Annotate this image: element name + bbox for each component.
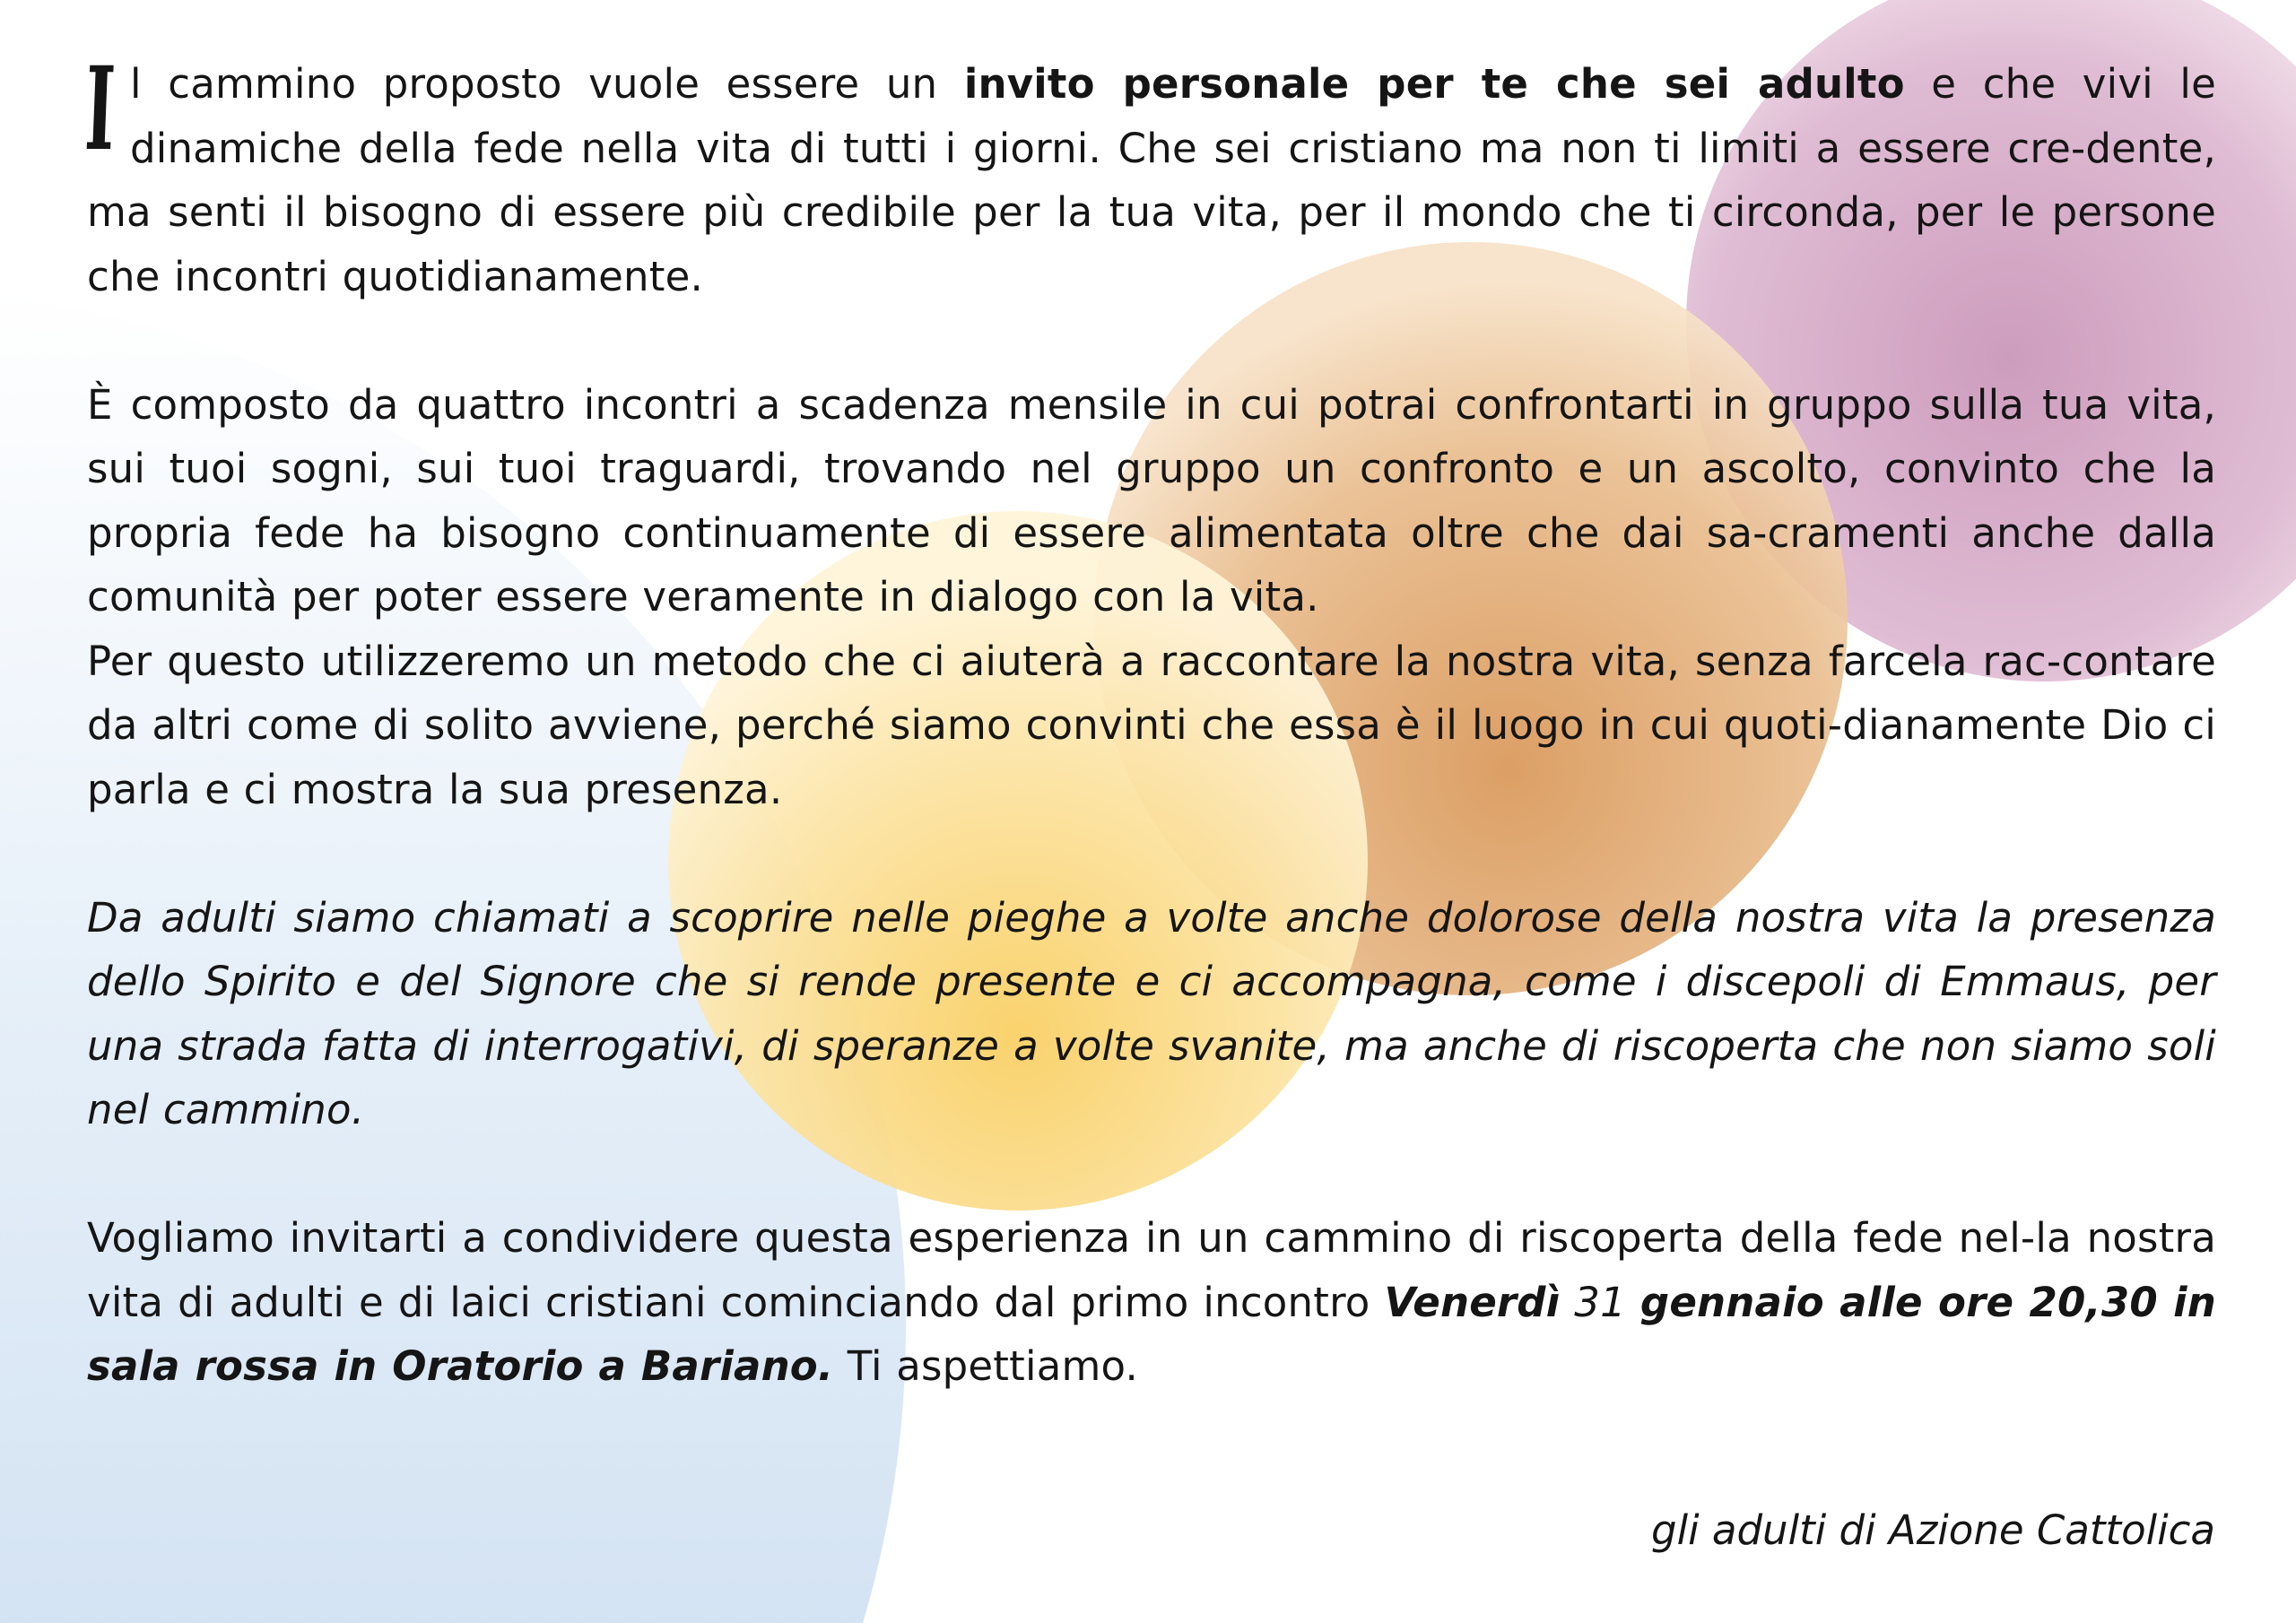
signature: gli adulti di Azione Cattolica: [1651, 1506, 2215, 1554]
paragraph-emmaus: Da adulti siamo chiamati a scoprire nelle pieghe a volte anche dolorose della nostra vita la presenza dello Spirito e del Signore che si rende presente e ci accompagna, come i discepoli di Emmaus, per una strada fatta di interrogativi, di speranze a volte svanite, ma anche di riscoperta che non siamo soli nel cammino.: [87, 893, 2216, 1133]
event-day: Venerdì: [1384, 1278, 1561, 1326]
paragraph-method: Per questo utilizzeremo un metodo che ci aiuterà a raccontare la nostra vita, senza farcela rac-contare da altri come di solito avviene, perché siamo convinti che essa è il luogo in cui quoti-dianamente Dio ci parla e ci mostra la sua presenza.: [87, 637, 2216, 813]
intro-text-b: e che vivi le dinamiche della fede nella vita di tutti i giorni. Che sei cristiano ma non ti limiti a essere cre-dente, ma senti il bisogno di essere più credibile per la tua vita, per il mondo che ti circonda, per le persone che incontri quotidianamente.: [87, 60, 2216, 300]
event-date-number: 31: [1560, 1278, 1640, 1326]
event-details: gennaio alle ore 20,30 in sala rossa in Oratorio a Bariano.: [87, 1278, 2217, 1390]
intro-highlight: invito personale per te che sei adulto: [963, 60, 1905, 108]
paragraph-intro: [83, 42, 2216, 308]
letter-body: [83, 42, 2217, 1399]
paragraph-structure: È composto da quattro incontri a scadenza mensile in cui potrai confrontarti in gruppo sulla tua vita, sui tuoi sogni, sui tuoi traguardi, trovando nel gruppo un confronto e un ascolto, convinto che la propria fede ha bisogno continuamente di essere alimentata oltre che dai sa-cramenti anche dalla comunità per poter essere veramente in dialogo con la vita.: [87, 380, 2216, 621]
drop-cap: I: [83, 42, 117, 177]
invitation-text-b: Ti aspettiamo.: [833, 1342, 1138, 1390]
paragraph-invitation: [87, 1206, 2216, 1399]
invitation-text-a: Vogliamo invitarti a condividere questa esperienza in un cammino di riscoperta della fede nel-la nostra vita di adulti e di laici cristiani cominciando dal primo incontro: [87, 1214, 2216, 1326]
intro-text-a: l cammino proposto vuole essere un: [130, 60, 964, 108]
